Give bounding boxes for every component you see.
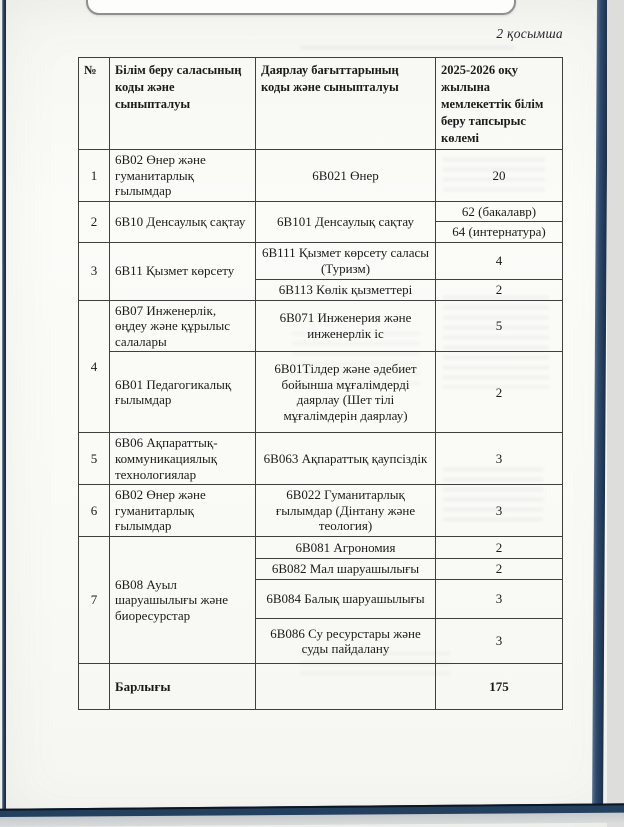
header-order-volume: 2025-2026 оқу жылына мемлекеттік білім беру тапсырыс көлемі [436, 58, 563, 150]
table-header-row [79, 58, 563, 150]
field-cell: 6B07 Инженерлік, өңдеу және құрылыс салалары [110, 300, 256, 352]
program-cell: 6B071 Инженерия және инженерлік іс [256, 300, 436, 352]
program-cell: 6B022 Гуманитарлық ғылымдар (Дінтану және теология) [256, 485, 436, 537]
program-cell: 6B021 Өнер [256, 150, 436, 202]
field-cell: 6B02 Өнер және гуманитарлық ғылымдар [110, 150, 256, 202]
quantity-cell: 64 (интернатура) [436, 222, 563, 243]
field-cell: 6B02 Өнер және гуманитарлық ғылымдар [110, 485, 256, 537]
quantity-cell: 3 [436, 433, 563, 485]
quantity-cell: 4 [436, 242, 563, 279]
empty-cell [79, 664, 110, 710]
program-cell: 6B081 Агрономия [256, 537, 436, 559]
row-number-cell: 1 [79, 150, 110, 202]
table-row [79, 201, 563, 222]
quantity-cell: 5 [436, 300, 563, 352]
table-row [79, 242, 563, 279]
program-cell: 6B063 Ақпараттық қаупсіздік [256, 433, 436, 485]
row-number-cell: 5 [79, 433, 110, 485]
row-number-cell: 4 [79, 300, 110, 433]
quantity-cell: 62 (бакалавр) [436, 201, 563, 222]
page-edge-left [2, 0, 6, 812]
quantity-cell: 2 [436, 537, 563, 559]
field-cell: 6B11 Қызмет көрсету [110, 242, 256, 300]
row-number-cell: 6 [79, 485, 110, 537]
program-cell: 6B101 Денсаулық сақтау [256, 201, 436, 242]
program-cell: 6B082 Мал шаруашылығы [256, 559, 436, 580]
empty-cell [256, 664, 436, 710]
field-cell: 6B10 Денсаулық сақтау [110, 201, 256, 242]
table-row [79, 300, 563, 352]
row-number-cell: 2 [79, 201, 110, 242]
table-row [79, 537, 563, 559]
field-cell: 6B01 Педагогикалық ғылымдар [110, 352, 256, 433]
program-cell: 6B113 Көлік қызметтері [256, 279, 436, 300]
table-row [79, 150, 563, 202]
header-direction-code: Даярлау бағыттарының коды және сыныпталуы [256, 58, 436, 150]
quantity-cell: 20 [436, 150, 563, 202]
quantity-cell: 2 [436, 559, 563, 580]
total-row [79, 664, 563, 710]
appendix-label: 2 қосымша [496, 26, 563, 41]
program-cell: 6B01Тілдер және әдебиет бойынша мұғалімдерді даярлау (Шет тілі мұғалімдерін даярлау) [256, 352, 436, 433]
header-number: № [79, 58, 110, 150]
program-cell: 6B086 Су ресурстары және суды пайдалану [256, 619, 436, 664]
quantity-cell: 2 [436, 279, 563, 300]
table-row [79, 352, 563, 433]
cropped-overlay-pill [86, 0, 516, 15]
table-row [79, 433, 563, 485]
quantity-cell: 3 [436, 619, 563, 664]
total-value-cell: 175 [436, 664, 563, 710]
row-number-cell: 7 [79, 537, 110, 664]
education-order-table [78, 57, 563, 710]
total-label-cell: Барлығы [110, 664, 256, 710]
quantity-cell: 3 [436, 485, 563, 537]
field-cell: 6B06 Ақпараттық-коммуникациялық технологиялар [110, 433, 256, 485]
program-cell: 6B111 Қызмет көрсету саласы (Туризм) [256, 242, 436, 279]
quantity-cell: 3 [436, 580, 563, 619]
table-row [79, 485, 563, 537]
photo-margin-right [607, 0, 624, 827]
quantity-cell: 2 [436, 352, 563, 433]
program-cell: 6B084 Балық шаруашылығы [256, 580, 436, 619]
field-cell: 6B08 Ауыл шаруашылығы және биоресурстар [110, 537, 256, 664]
header-field-code: Білім беру саласының коды және сыныпталуы [110, 58, 256, 150]
row-number-cell: 3 [79, 242, 110, 300]
